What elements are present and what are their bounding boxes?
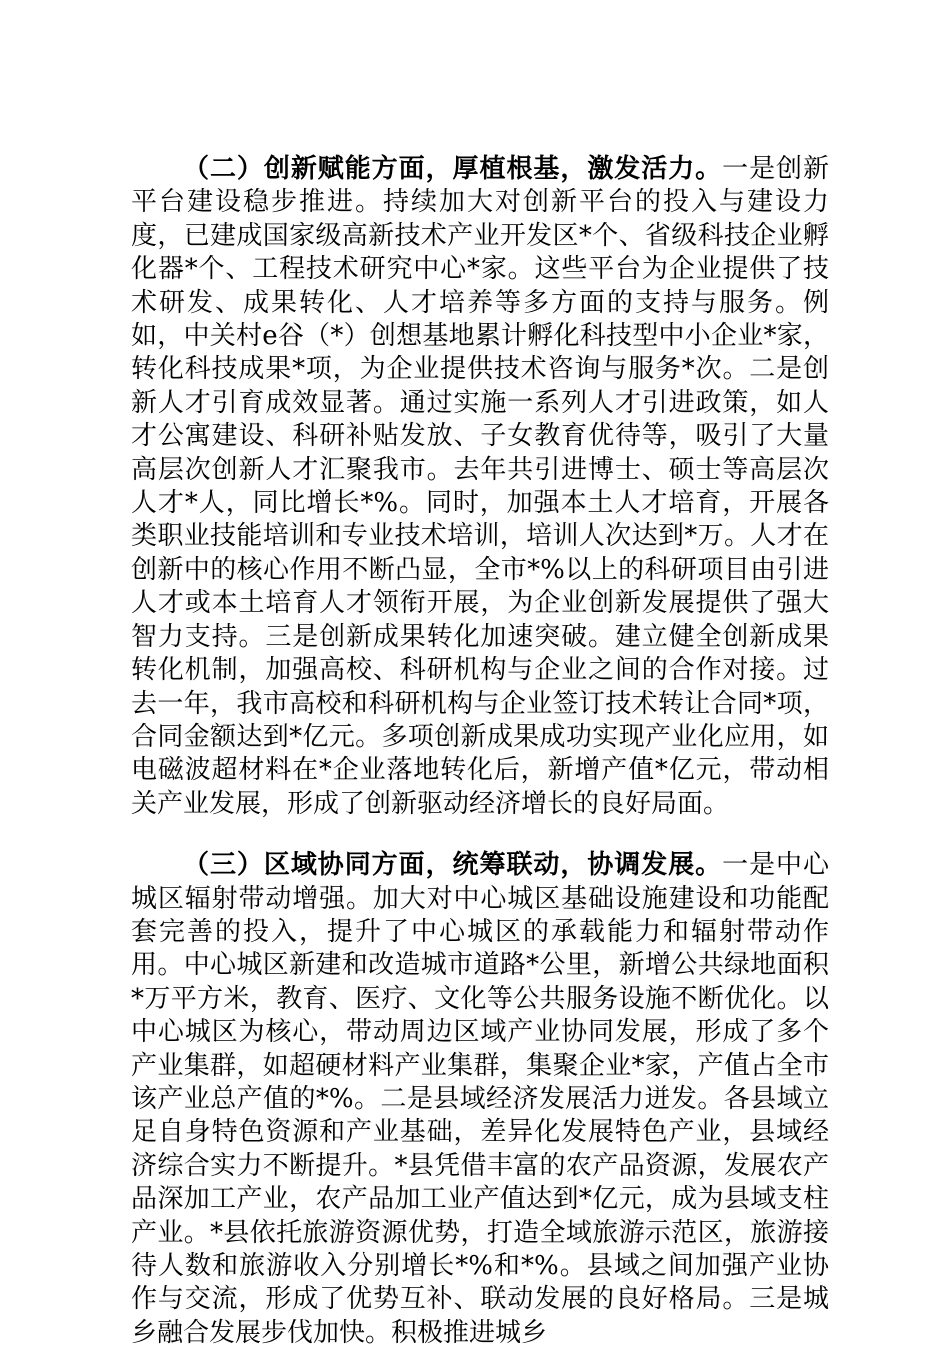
paragraph-regional	[131, 849, 829, 1350]
section-heading-regional: （三）区域协同方面，统筹联动，协调发展。	[183, 850, 723, 881]
section-heading-innovation: （二）创新赋能方面，厚植根基，激发活力。	[183, 154, 723, 184]
paragraph-innovation	[131, 153, 829, 821]
document-body	[131, 153, 829, 1350]
section-body-regional: 一是中心城区辐射带动增强。加大对中心城区基础设施建设和功能配套完善的投入，提升了中心城区的承载能力和辐射带动作用。中心城区新建和改造城市道路*公里，新增公共绿地面积*万平方米，教育、医疗、文化等公共服务设施不断优化。以中心城区为核心，带动周边区域产业协同发展，形成了多个产业集群，如超硬材料产业集群，集聚企业*家，产值占全市该产业总产值的*%。二是县域经济发展活力迸发。各县域立足自身特色资源和产业基础，差异化发展特色产业，县域经济综合实力不断提升。*县凭借丰富的农产品资源，发展农产品深加工产业，农产品加工业产值达到*亿元，成为县域支柱产业。*县依托旅游资源优势，打造全域旅游示范区，旅游接待人数和旅游收入分别增长*%和*%。县域之间加强产业协作与交流，形成了优势互补、联动发展的良好格局。三是城乡融合发展步伐加快。积极推进城乡	[131, 850, 829, 1348]
section-body-innovation: 一是创新平台建设稳步推进。持续加大对创新平台的投入与建设力度，已建成国家级高新技术产业开发区*个、省级科技企业孵化器*个、工程技术研究中心*家。这些平台为企业提供了技术研发、成果转化、人才培养等多方面的支持与服务。例如，中关村e谷（*）创想基地累计孵化科技型中小企业*家，转化科技成果*项，为企业提供技术咨询与服务*次。二是创新人才引育成效显著。通过实施一系列人才引进政策，如人才公寓建设、科研补贴发放、子女教育优待等，吸引了大量高层次创新人才汇聚我市。去年共引进博士、硕士等高层次人才*人，同比增长*%。同时，加强本土人才培育，开展各类职业技能培训和专业技术培训，培训人次达到*万。人才在创新中的核心作用不断凸显，全市*%以上的科研项目由引进人才或本土培育人才领衔开展，为企业创新发展提供了强大智力支持。三是创新成果转化加速突破。建立健全创新成果转化机制，加强高校、科研机构与企业之间的合作对接。过去一年，我市高校和科研机构与企业签订技术转让合同*项，合同金额达到*亿元。多项创新成果成功实现产业化应用，如电磁波超材料在*企业落地转化后，新增产值*亿元，带动相关产业发展，形成了创新驱动经济增长的良好局面。	[131, 154, 829, 819]
